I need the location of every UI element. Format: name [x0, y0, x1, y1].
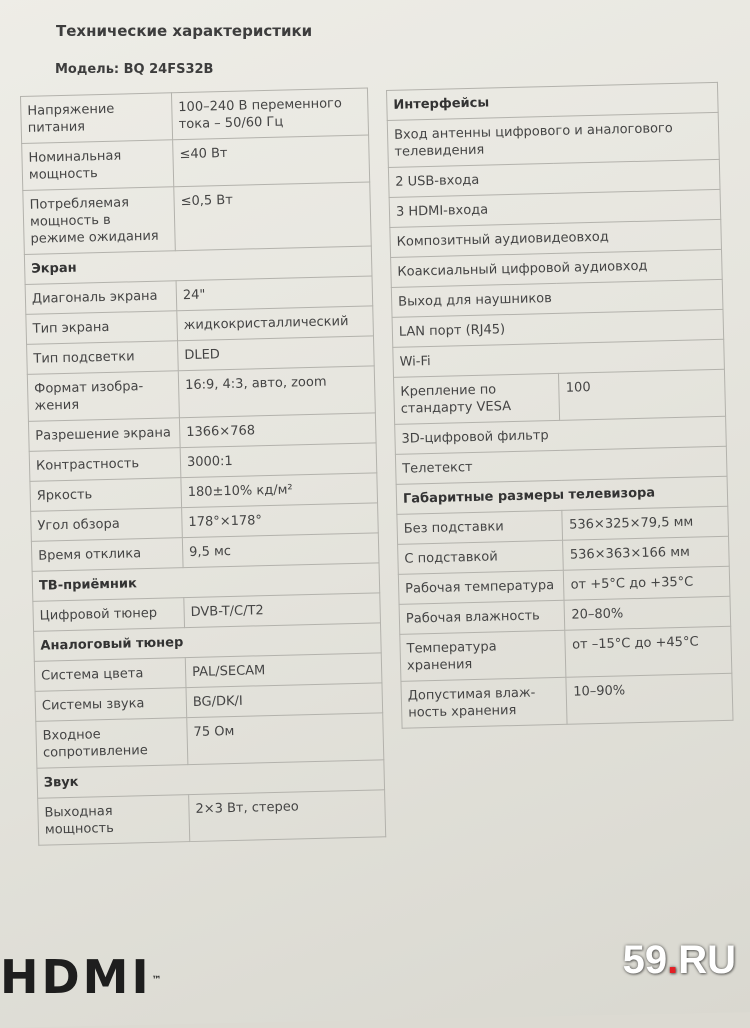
- spec-value: 2×3 Вт, стерео: [189, 790, 386, 842]
- spec-row: [22, 135, 370, 190]
- spec-value: ≤40 Вт: [173, 135, 370, 187]
- spec-label: Входное сопротивление: [36, 718, 188, 769]
- spec-label: Рабочая температура: [398, 570, 564, 604]
- spec-value: 3000:1: [180, 443, 377, 478]
- spec-value: BG/DK/I: [186, 683, 383, 718]
- spec-value: ≤0,5 Вт: [174, 182, 372, 251]
- spec-row: [400, 626, 732, 681]
- section-header: ТВ-приёмник: [32, 563, 380, 601]
- spec-row: [387, 112, 719, 167]
- spec-label: Контрастность: [29, 448, 181, 482]
- spec-label: Диагональ экрана: [25, 281, 177, 315]
- hdmi-logo: HDMI™: [0, 950, 162, 1004]
- page-title: Технические характеристики: [56, 22, 313, 40]
- spec-value: от +5°С до +35°С: [564, 566, 730, 600]
- spec-label: Допустимая влаж-ность хранения: [401, 677, 568, 728]
- spec-label: Рабочая влажность: [399, 600, 565, 634]
- spec-label: Выходная мощность: [38, 795, 190, 846]
- model-label: Модель: BQ 24FS32B: [55, 62, 214, 77]
- spec-item: LAN порт (RJ45): [392, 309, 724, 347]
- spec-label: Без подставки: [397, 510, 563, 544]
- spec-item: Коаксиальный цифровой аудиовход: [391, 249, 723, 287]
- spec-value: 100: [559, 369, 726, 420]
- spec-value: DVB-T/C/T2: [184, 593, 381, 628]
- spec-value: 100–240 В переменного тока – 50/60 Гц: [171, 88, 368, 140]
- spec-label: Номинальная мощность: [22, 140, 174, 191]
- spec-value: 180±10% кд/м²: [181, 473, 378, 508]
- section-header: Экран: [24, 246, 372, 284]
- spec-item: 2 USB-входа: [388, 159, 720, 197]
- spec-value: 24": [176, 276, 373, 311]
- spec-row: [36, 713, 384, 768]
- section-header: Аналоговый тюнер: [34, 623, 382, 661]
- spec-label: Цифровой тюнер: [33, 598, 185, 632]
- spec-row: [27, 366, 375, 421]
- spec-label: Тип подсветки: [27, 341, 179, 375]
- spec-value: PAL/SECAM: [185, 653, 382, 688]
- spec-label: Разрешение экрана: [28, 418, 180, 452]
- spec-label: Крепление по стандарту VESA: [394, 373, 561, 424]
- right-spec-table: [386, 82, 734, 729]
- spec-value: 10–90%: [566, 673, 733, 724]
- spec-label: Системы звука: [35, 688, 187, 722]
- spec-item: Выход для наушников: [391, 279, 723, 317]
- spec-value: 536×325×79,5 мм: [562, 506, 728, 540]
- spec-row: [21, 88, 369, 143]
- spec-row: [401, 673, 733, 728]
- spec-label: Тип экрана: [26, 311, 178, 345]
- spec-label: Яркость: [30, 478, 182, 512]
- spec-label: Напряжение питания: [21, 93, 173, 144]
- left-spec-table: [20, 87, 386, 845]
- spec-label: Потребляемая мощность в режиме ожидания: [23, 187, 176, 255]
- spec-label: Формат изобра-жения: [27, 371, 179, 422]
- spec-item: Композитный аудиовидеовход: [390, 219, 722, 257]
- section-header: Интерфейсы: [387, 82, 719, 120]
- spec-label: Угол обзора: [31, 508, 183, 542]
- spec-value: 1366×768: [179, 413, 376, 448]
- section-header: Звук: [37, 760, 385, 798]
- spec-value: 9,5 мс: [182, 533, 379, 568]
- spec-label: С подставкой: [398, 540, 564, 574]
- spec-value: от –15°С до +45°С: [565, 626, 732, 677]
- spec-label: Система цвета: [34, 658, 186, 692]
- section-header: Габаритные размеры телевизора: [396, 476, 728, 514]
- spec-item: Вход антенны цифрового и аналогового телевидения: [387, 112, 719, 167]
- spec-row: [38, 790, 386, 845]
- spec-row: [23, 182, 371, 254]
- watermark-59ru: 59.RU: [622, 938, 736, 982]
- spec-value: 536×363×166 мм: [563, 536, 729, 570]
- spec-value: 20–80%: [565, 596, 731, 630]
- spec-value: DLED: [178, 336, 375, 371]
- spec-label: Температура хранения: [400, 630, 567, 681]
- spec-value: 75 Ом: [187, 713, 384, 765]
- spec-item: 3D-цифровой фильтр: [395, 416, 727, 454]
- spec-value: 178°×178°: [182, 503, 379, 538]
- spec-item: Wi-Fi: [393, 339, 725, 377]
- spec-row: [394, 369, 726, 424]
- spec-value: жидкокристаллический: [177, 306, 374, 341]
- spec-item: 3 HDMI-входа: [389, 189, 721, 227]
- spec-label: Время отклика: [31, 538, 183, 572]
- spec-value: 16:9, 4:3, авто, zoom: [178, 366, 375, 418]
- spec-item: Телетекст: [395, 446, 727, 484]
